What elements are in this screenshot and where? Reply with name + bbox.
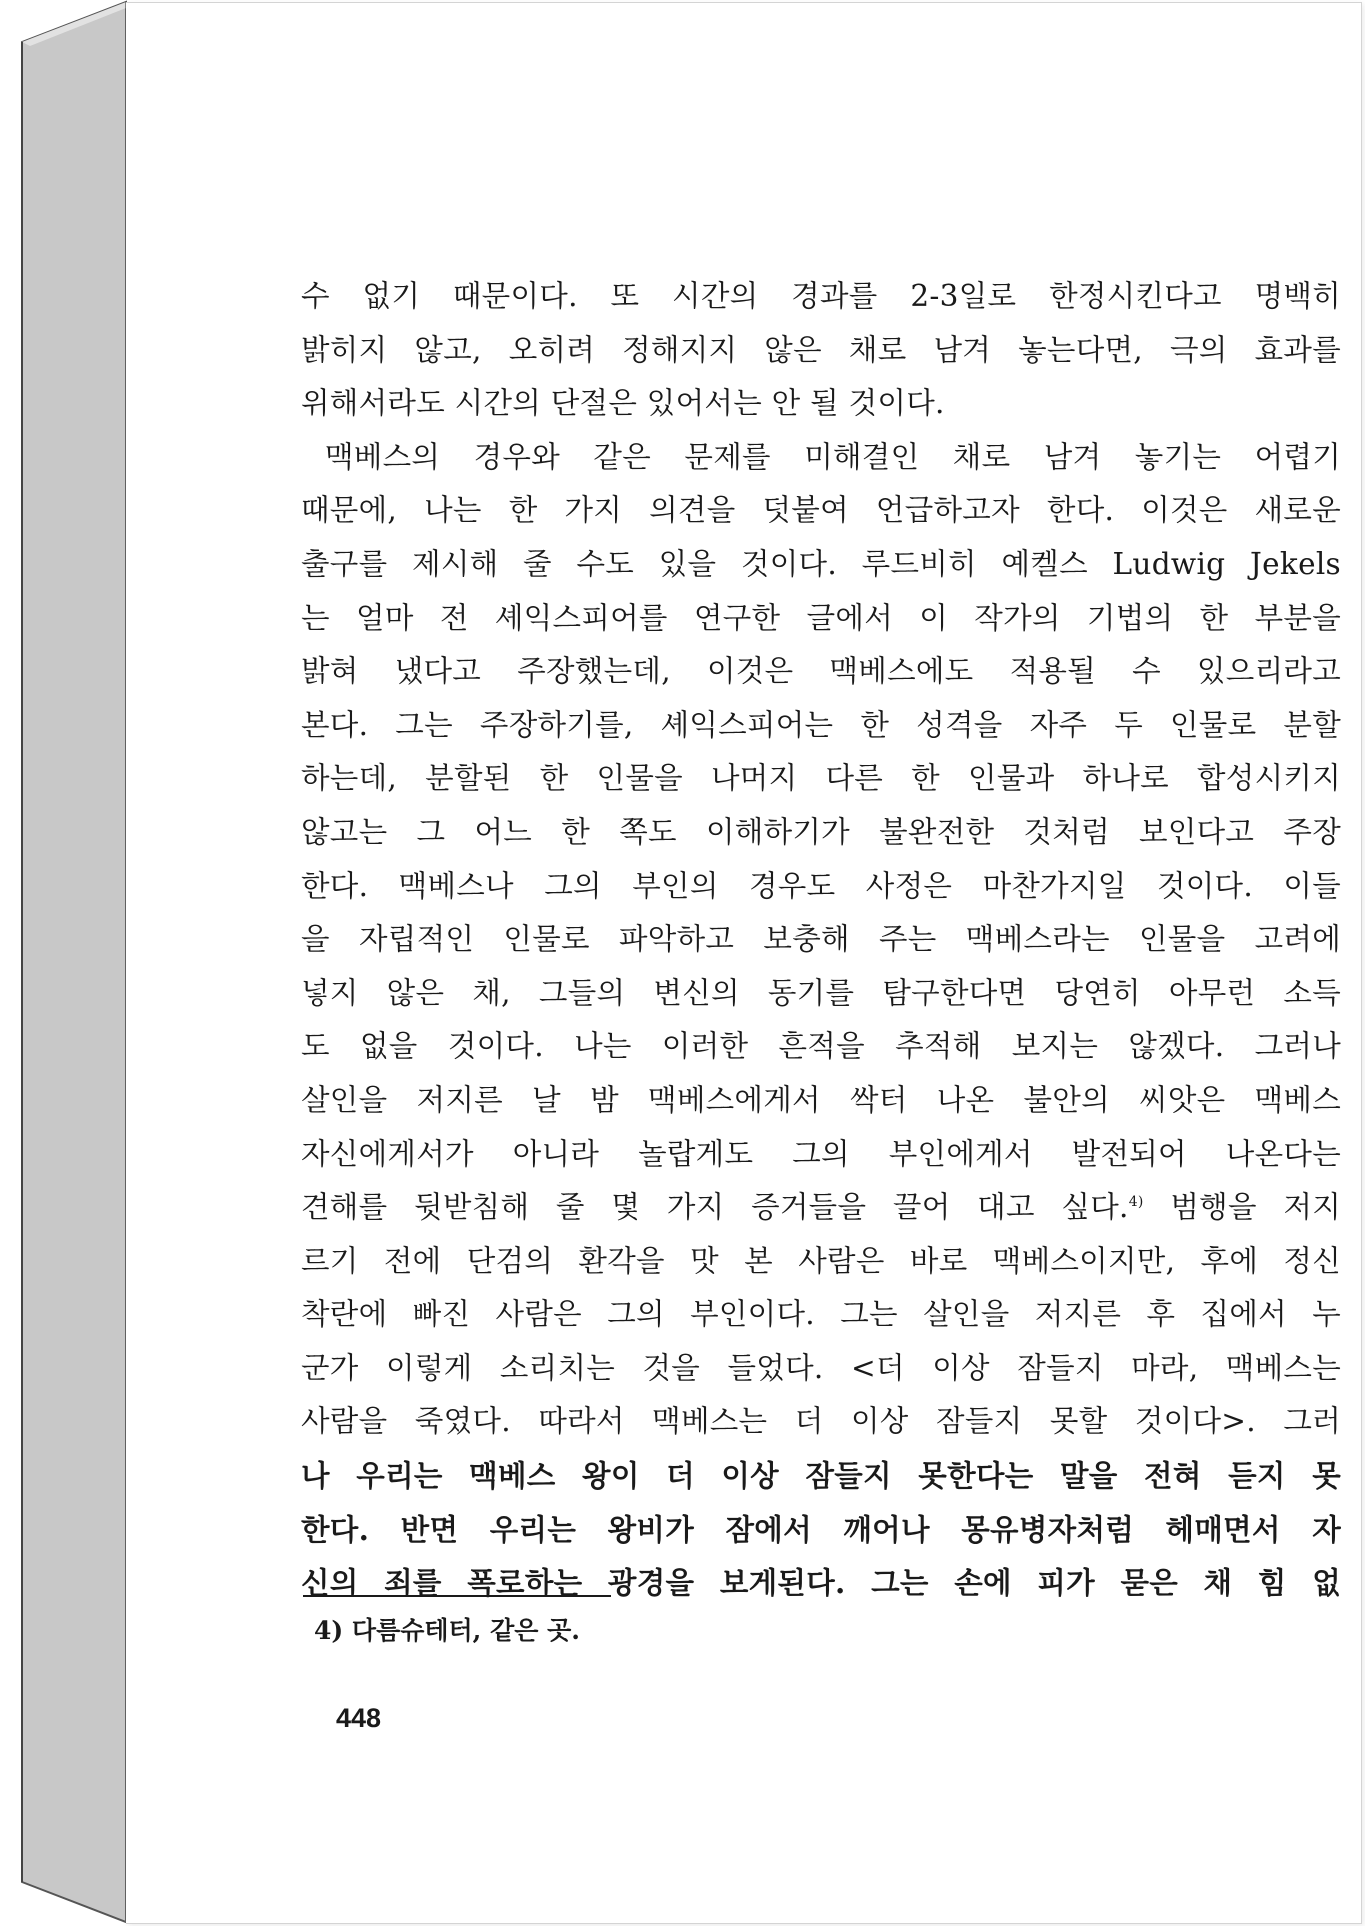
text-segment: 견해를 뒷받침해 줄 몇 가지 증거들을 끌어 대고 싶다. <box>301 1190 1129 1225</box>
book-page <box>126 2 1362 1924</box>
text-line: 신의 죄를 폭로하는 광경을 보게된다. 그는 손에 피가 묻은 채 힘 없 <box>301 1565 1341 1601</box>
text-line: 나 우리는 맥베스 왕이 더 이상 잠들지 못한다는 말을 전혀 듣지 못 <box>301 1458 1341 1494</box>
text-line: 군가 이렇게 소리치는 것을 들었다. <더 이상 잠들지 마라, 맥베스는 <box>301 1350 1341 1385</box>
text-line: 는 얼마 전 셰익스피어를 연구한 글에서 이 작가의 기법의 한 부분을 <box>301 600 1341 635</box>
text-line: 한다. 반면 우리는 왕비가 잠에서 깨어나 몽유병자처럼 헤매면서 자 <box>301 1511 1341 1547</box>
text-line: 을 자립적인 인물로 파악하고 보충해 주는 맥베스라는 인물을 고려에 <box>301 922 1341 957</box>
footnote-divider <box>303 1595 611 1597</box>
text-line: 맥베스의 경우와 같은 문제를 미해결인 채로 남겨 놓기는 어렵기 <box>325 439 1341 474</box>
text-line: 르기 전에 단검의 환각을 맛 본 사람은 바로 맥베스이지만, 후에 정신 <box>301 1243 1341 1278</box>
footnote-reference[interactable]: 4) <box>1128 1194 1144 1211</box>
text-segment: 범행을 저지 <box>1143 1190 1341 1225</box>
text-line: 한다. 맥베스나 그의 부인의 경우도 사정은 마찬가지일 것이다. 이들 <box>301 868 1341 903</box>
page-number: 448 <box>336 1703 382 1733</box>
text-line: 때문에, 나는 한 가지 의견을 덧붙여 언급하고자 한다. 이것은 새로운 <box>301 493 1341 528</box>
text-line: 않고는 그 어느 한 쪽도 이해하기가 불완전한 것처럼 보인다고 주장 <box>301 814 1341 849</box>
text-line: 도 없을 것이다. 나는 이러한 흔적을 추적해 보지는 않겠다. 그러나 <box>301 1029 1341 1064</box>
text-line: 밝히지 않고, 오히려 정해지지 않은 채로 남겨 놓는다면, 극의 효과를 <box>301 332 1341 367</box>
text-line: 착란에 빠진 사람은 그의 부인이다. 그는 살인을 저지른 후 집에서 누 <box>301 1297 1341 1332</box>
footnote: 4) 다름슈테터, 같은 곳. <box>314 1616 580 1645</box>
text-line: 넣지 않은 채, 그들의 변신의 동기를 탐구한다면 당연히 아무런 소득 <box>301 975 1341 1010</box>
book-spine-edge <box>0 0 140 1926</box>
text-line: 출구를 제시해 줄 수도 있을 것이다. 루드비히 예켈스 Ludwig Jekels <box>301 546 1341 581</box>
body-text <box>301 270 1341 1610</box>
text-line: 수 없기 때문이다. 또 시간의 경과를 2-3일로 한정시킨다고 명백히 <box>301 279 1341 313</box>
text-line: 하는데, 분할된 한 인물을 나머지 다른 한 인물과 하나로 합성시키지 <box>301 761 1341 796</box>
text-line: 위해서라도 시간의 단절은 있어서는 안 될 것이다. <box>301 386 945 421</box>
text-line-with-footnote-ref <box>301 1181 1341 1235</box>
text-line: 밝혀 냈다고 주장했는데, 이것은 맥베스에도 적용될 수 있으리라고 <box>301 654 1341 689</box>
text-line: 자신에게서가 아니라 놀랍게도 그의 부인에게서 발전되어 나온다는 <box>301 1136 1341 1171</box>
text-line: 살인을 저지른 날 밤 맥베스에게서 싹터 나온 불안의 씨앗은 맥베스 <box>301 1082 1341 1117</box>
text-line: 본다. 그는 주장하기를, 셰익스피어는 한 성격을 자주 두 인물로 분할 <box>301 707 1341 742</box>
text-line: 사람을 죽였다. 따라서 맥베스는 더 이상 잠들지 못할 것이다>. 그러 <box>301 1404 1341 1439</box>
